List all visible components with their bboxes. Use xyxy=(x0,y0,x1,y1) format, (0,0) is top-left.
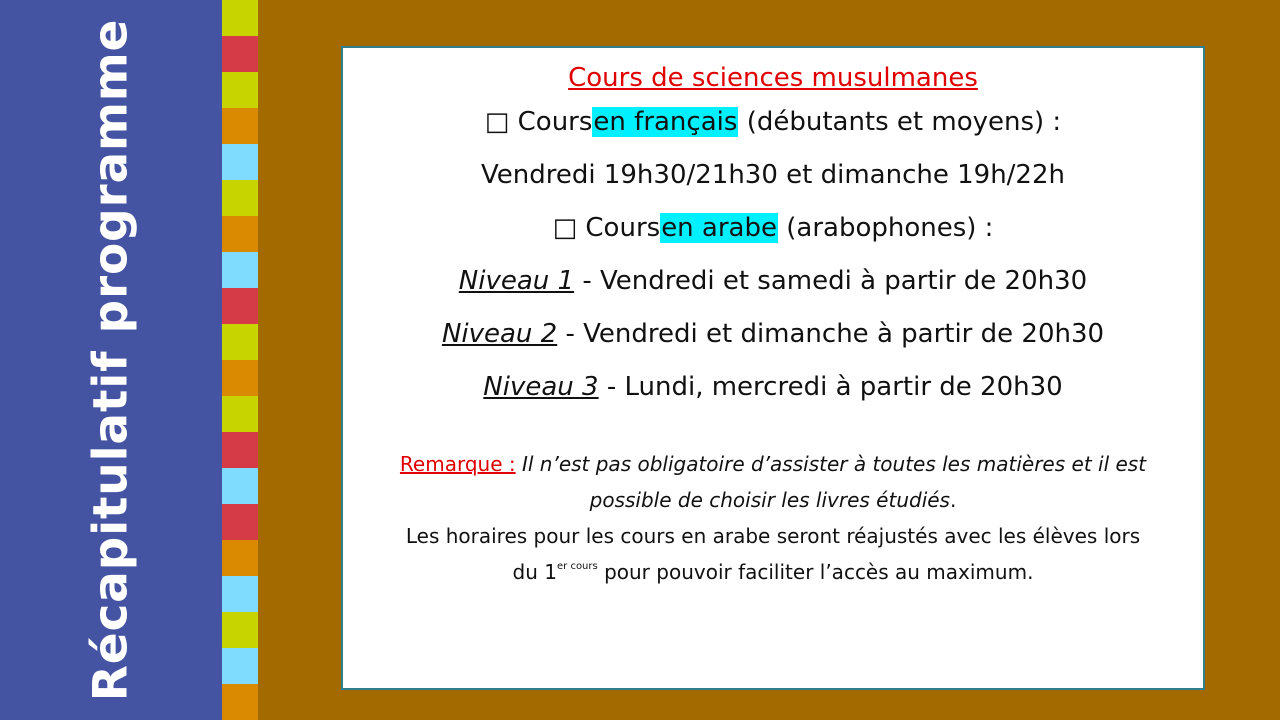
color-stripe-16 xyxy=(222,540,258,576)
level-3-line xyxy=(343,361,1203,414)
french-course-prefix: Cours xyxy=(517,107,593,137)
left-title-panel xyxy=(0,0,222,720)
remark-line-1 xyxy=(343,446,1203,482)
level-2-label: Niveau 2 xyxy=(441,319,558,349)
main-content-panel xyxy=(341,46,1205,690)
schedule-note-suffix: pour pouvoir faciliter l’accès au maximum. xyxy=(604,560,1034,584)
arabic-course-suffix: (arabophones) : xyxy=(786,213,994,243)
color-stripe-8 xyxy=(222,252,258,288)
arabic-highlighted-language: en arabe xyxy=(661,213,777,243)
remark-line-2 xyxy=(343,482,1203,518)
color-stripe-19 xyxy=(222,648,258,684)
color-stripe-2 xyxy=(222,36,258,72)
remark-text-line-2: possible de choisir les livres étudiés xyxy=(589,488,950,512)
color-stripe-11 xyxy=(222,360,258,396)
color-stripe-18 xyxy=(222,612,258,648)
color-stripe-14 xyxy=(222,468,258,504)
remark-label: Remarque : xyxy=(399,452,516,476)
remark-text-line-1: Il n’est pas obligatoire d’assister à toutes les matières et il est xyxy=(521,452,1147,476)
level-1-schedule: - Vendredi et samedi à partir de 20h30 xyxy=(582,266,1088,296)
level-2-schedule: - Vendredi et dimanche à partir de 20h30 xyxy=(565,319,1105,349)
course-schedule-text xyxy=(343,60,1203,414)
french-highlighted-language: en français xyxy=(593,107,738,137)
level-1-label: Niveau 1 xyxy=(458,266,575,296)
first-course-superscript: er cours xyxy=(557,561,598,572)
color-stripe-15 xyxy=(222,504,258,540)
color-stripe-3 xyxy=(222,72,258,108)
level-2-line xyxy=(343,308,1203,361)
color-stripe-12 xyxy=(222,396,258,432)
color-stripe-17 xyxy=(222,576,258,612)
remarks-section xyxy=(343,446,1203,590)
decorative-color-stripes xyxy=(222,0,258,720)
schedule-note-line-1: Les horaires pour les cours en arabe seront réajustés avec les élèves lors xyxy=(405,524,1141,548)
level-3-schedule: - Lundi, mercredi à partir de 20h30 xyxy=(606,372,1063,402)
color-stripe-10 xyxy=(222,324,258,360)
course-title: Cours de sciences musulmanes xyxy=(568,63,978,93)
schedule-note-prefix: du 1 xyxy=(512,560,557,584)
vertical-slide-title: Récapitulatif programme xyxy=(83,18,139,702)
arabic-course-prefix: Cours xyxy=(585,213,661,243)
color-stripe-20 xyxy=(222,684,258,720)
color-stripe-5 xyxy=(222,144,258,180)
level-3-label: Niveau 3 xyxy=(483,372,599,402)
level-1-line xyxy=(343,255,1203,308)
color-stripe-4 xyxy=(222,108,258,144)
color-stripe-13 xyxy=(222,432,258,468)
remark-end-punctuation: . xyxy=(949,488,957,512)
french-bullet-icon: □ xyxy=(484,107,510,137)
color-stripe-7 xyxy=(222,216,258,252)
arabic-bullet-icon: □ xyxy=(552,213,578,243)
color-stripe-6 xyxy=(222,180,258,216)
color-stripe-9 xyxy=(222,288,258,324)
french-schedule: Vendredi 19h30/21h30 et dimanche 19h/22h xyxy=(480,160,1065,190)
schedule-note-line-2 xyxy=(343,554,1203,590)
color-stripe-1 xyxy=(222,0,258,36)
french-course-line xyxy=(343,96,1203,149)
arabic-course-line xyxy=(343,202,1203,255)
french-course-suffix: (débutants et moyens) : xyxy=(746,107,1062,137)
